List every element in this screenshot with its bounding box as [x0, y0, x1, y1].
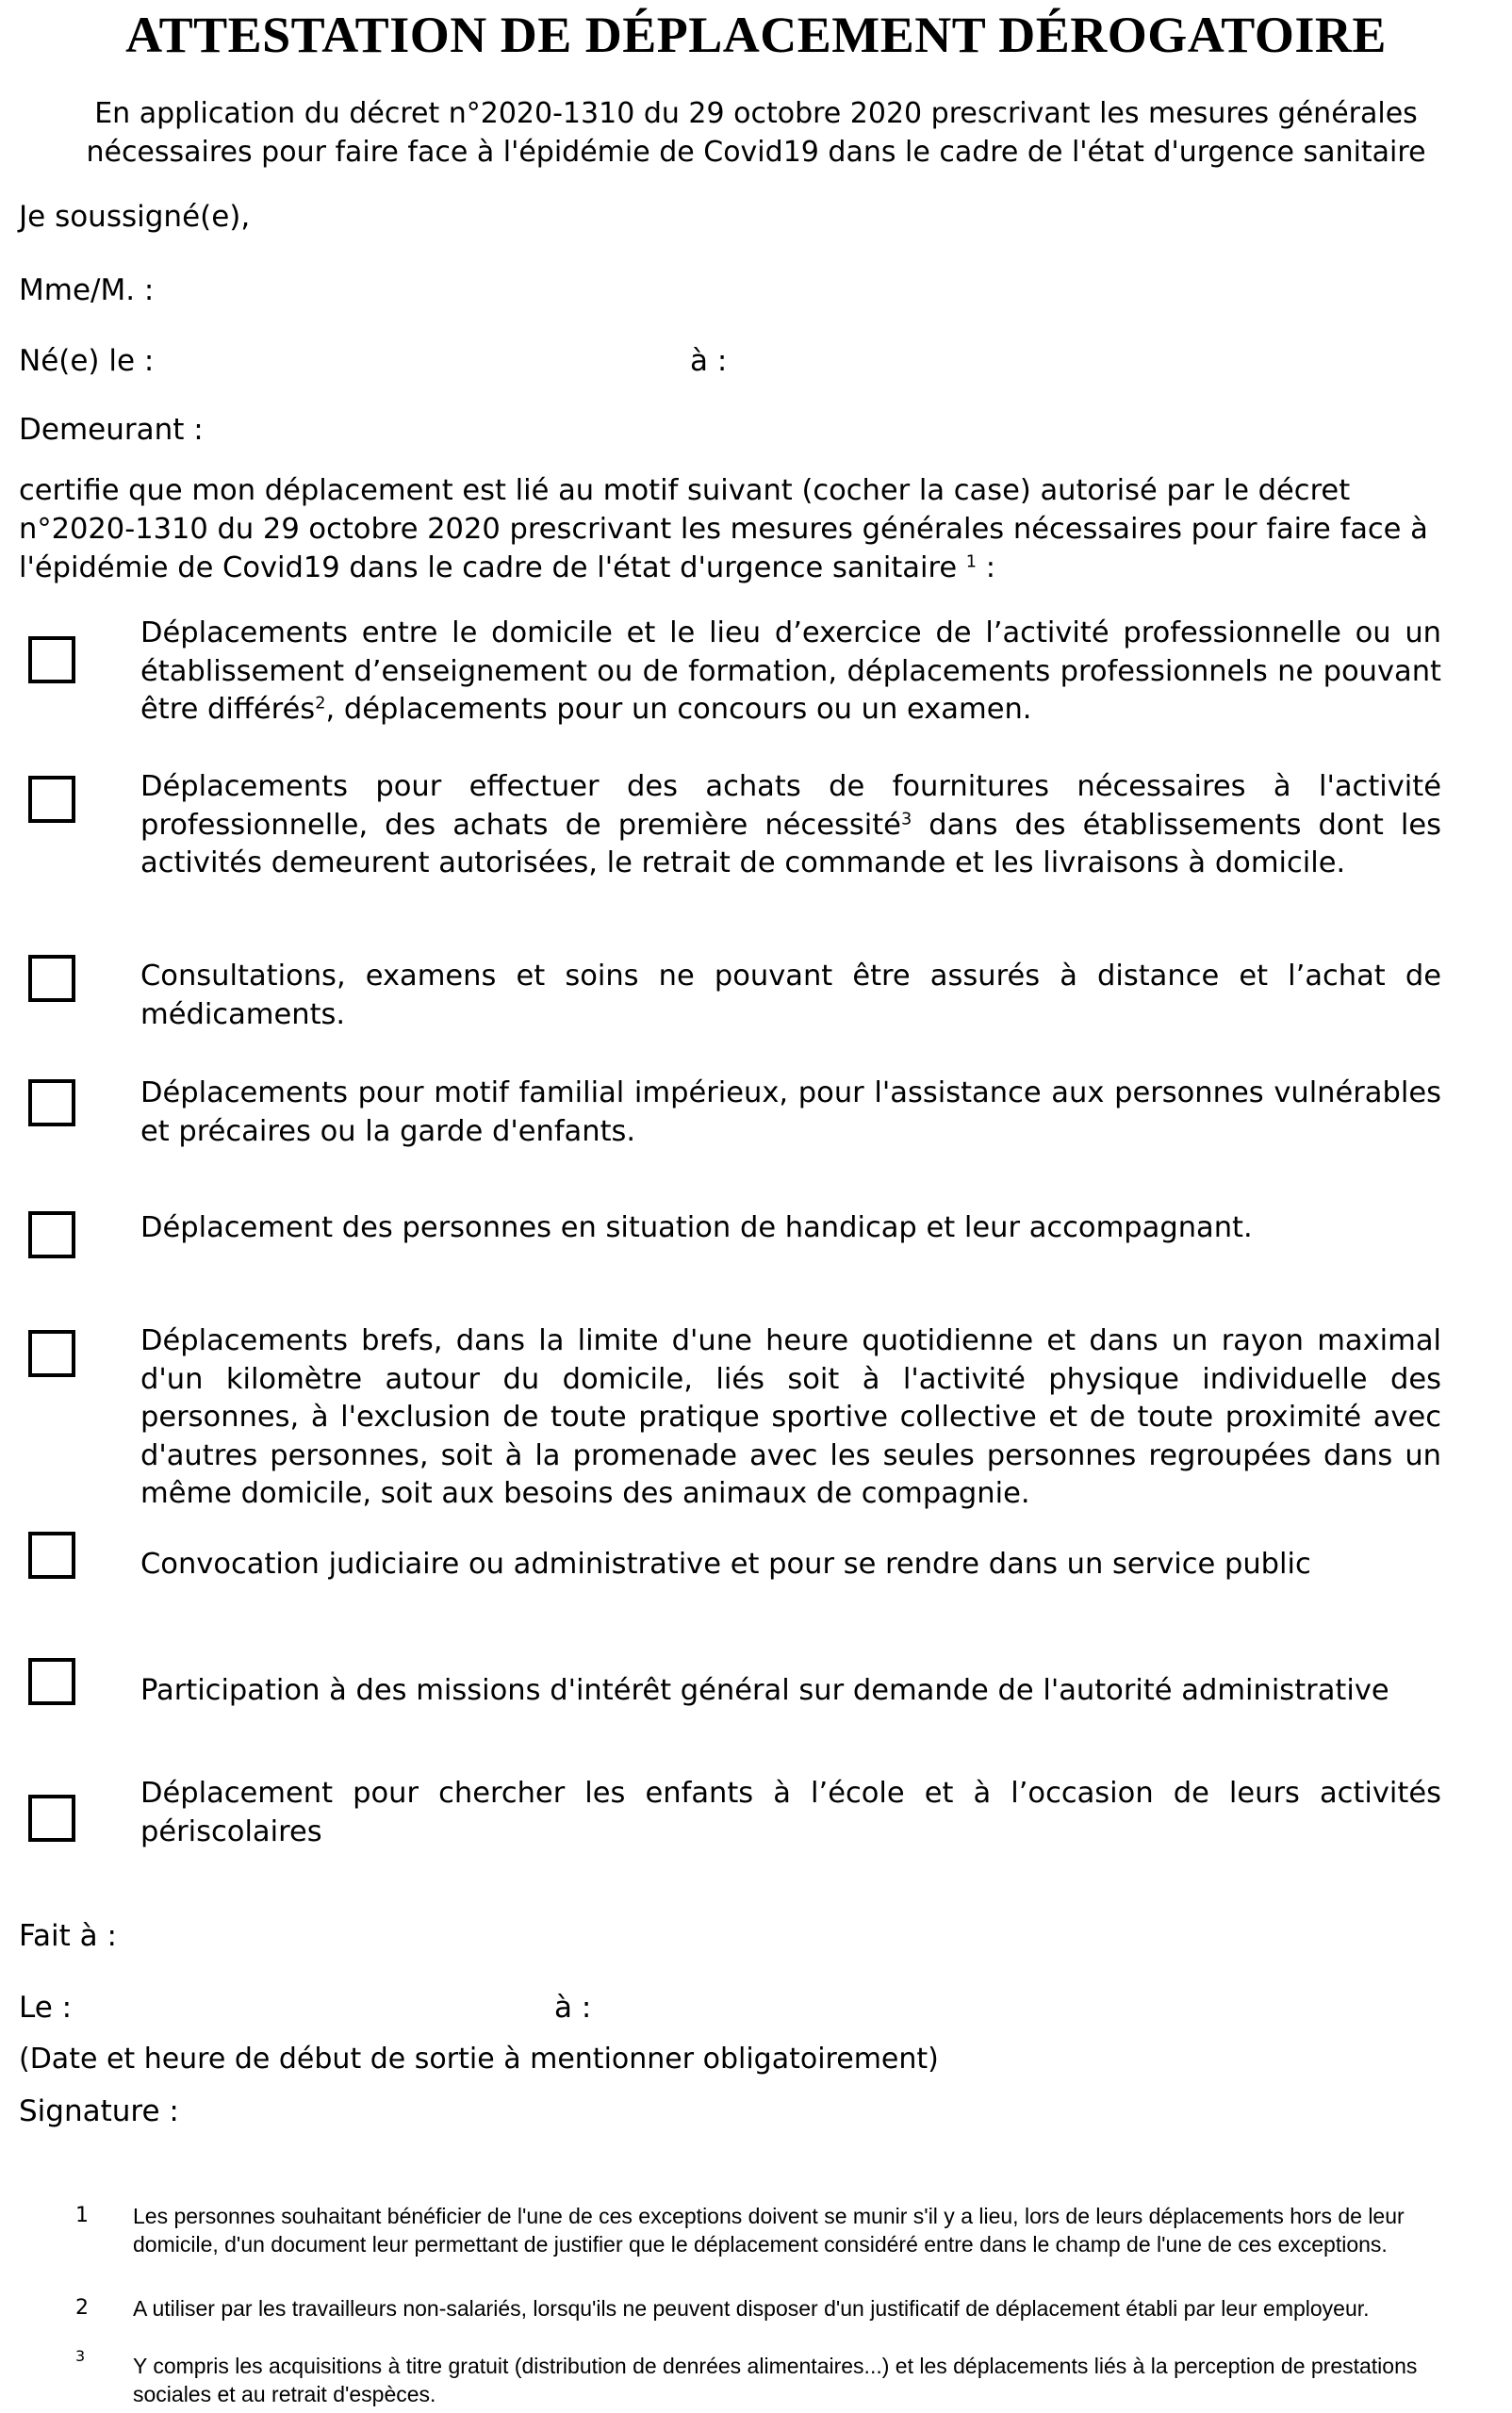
motif-text-handicap: Déplacement des personnes en situation de handicap et leur accompagnant. [140, 1211, 1253, 1244]
footnote-1-text: Les personnes souhaitant bénéficier de l'une de ces exceptions doivent se munir s'il y a lieu, lors de leurs déplacements hors de leur domicile, d'un document leur permettant de justifier que le déplacement considéré entre dans le champ de l'une de ces exceptions. [133, 2204, 1405, 2257]
name-field-label: Mme/M. : [19, 273, 155, 307]
motif-text-exercise: Déplacements brefs, dans la limite d'une heure quotidienne et dans un rayon maximal d'un kilomètre autour du domicile, liés soit à l'activité physique individuelle des personnes, à l'exclusion de toute pratique sportive collective et de toute proximité avec d'autres personnes, soit à la promenade avec les seules personnes regroupées dans un même domicile, soit aux besoins des animaux de compagnie. [140, 1324, 1441, 1510]
motif-checkbox-school[interactable] [28, 1795, 75, 1842]
address-label: Demeurant : [19, 413, 204, 447]
page-title: ATTESTATION DE DÉPLACEMENT DÉROGATOIRE [125, 7, 1387, 63]
certification-line-2: n°2020-1310 du 29 octobre 2020 prescrivant les mesures générales nécessaires pour faire face à [19, 513, 1428, 546]
motif-text-convocation: Convocation judiciaire ou administrative et pour se rendre dans un service public [140, 1548, 1311, 1581]
date-time-note: (Date et heure de début de sortie à mentionner obligatoirement) [19, 2043, 939, 2076]
certification-paragraph [19, 471, 1433, 587]
footnote-1-number: 1 [75, 2204, 89, 2227]
footnote-3-text: Y compris les acquisitions à titre gratuit (distribution de denrées alimentaires...) et les déplacements liés à la perception de prestations sociales et au retrait d'espèces. [133, 2354, 1418, 2406]
footnote-2-text: A utiliser par les travailleurs non-salariés, lorsqu'ils ne peuvent disposer d'un justificatif de déplacement établi par leur employeur. [133, 2296, 1370, 2321]
motif-checkbox-mission[interactable] [28, 1658, 75, 1705]
motif-checkbox-purchases[interactable] [28, 776, 75, 823]
footnote-2-number: 2 [75, 2296, 89, 2320]
motif-checkbox-health[interactable] [28, 955, 75, 1002]
motif-checkbox-work[interactable] [28, 636, 75, 683]
subtitle-line-2: nécessaires pour faire face à l'épidémie de Covid19 dans le cadre de l'état d'urgence sanitaire [86, 136, 1426, 169]
motif-text-health: Consultations, examens et soins ne pouvant être assurés à distance et l’achat de médicaments. [140, 960, 1441, 1031]
motif-checkbox-family[interactable] [28, 1079, 75, 1126]
motif-text-work: Déplacements entre le domicile et le lieu d’exercice de l’activité professionnelle ou un établissement d’enseignement ou de formation, déplacements professionnels ne pouvant être différés$^2$, déplacements pour un concours ou un examen. [140, 616, 1441, 726]
birth-date-label: Né(e) le : [19, 344, 155, 378]
footnote-ref-2: 2 [315, 694, 326, 714]
certification-line-1: certifie que mon déplacement est lié au motif suivant (cocher la case) autorisé par le décret [19, 474, 1351, 507]
motif-text-mission: Participation à des missions d'intérêt général sur demande de l'autorité administrative [140, 1674, 1389, 1707]
signature-label: Signature : [19, 2094, 179, 2128]
birth-place-label: à : [690, 344, 728, 378]
motif-checkbox-convocation[interactable] [28, 1532, 75, 1579]
motif-checkbox-handicap[interactable] [28, 1211, 75, 1258]
footnote-ref-3: 3 [900, 809, 912, 829]
fait-a-label: Fait à : [19, 1919, 117, 1953]
motif-text-school: Déplacement pour chercher les enfants à l’école et à l’occasion de leurs activités périscolaires [140, 1777, 1441, 1848]
footnote-ref-1: 1 [965, 552, 978, 572]
date-label: Le : [19, 1991, 73, 2025]
motif-text-family: Déplacements pour motif familial impérieux, pour l'assistance aux personnes vulnérables et précaires ou la garde d'enfants. [140, 1076, 1441, 1148]
motif-text-purchases: Déplacements pour effectuer des achats de fournitures nécessaires à l'activité professionnelle, des achats de première nécessité$^3$ dans des établissements dont les activités demeurent autorisées, le retrait de commande et les livraisons à domicile. [140, 770, 1441, 879]
subtitle [28, 94, 1484, 172]
subtitle-line-1: En application du décret n°2020-1310 du 29 octobre 2020 prescrivant les mesures générales [94, 97, 1418, 130]
footnote-3-number: 3 [75, 2347, 86, 2365]
motif-checkbox-exercise[interactable] [28, 1330, 75, 1377]
time-label: à : [554, 1991, 592, 2025]
certification-colon: : [977, 551, 996, 584]
certification-line-3: l'épidémie de Covid19 dans le cadre de l'état d'urgence sanitaire [19, 551, 958, 584]
soussigne-label: Je soussigné(e), [19, 200, 251, 234]
